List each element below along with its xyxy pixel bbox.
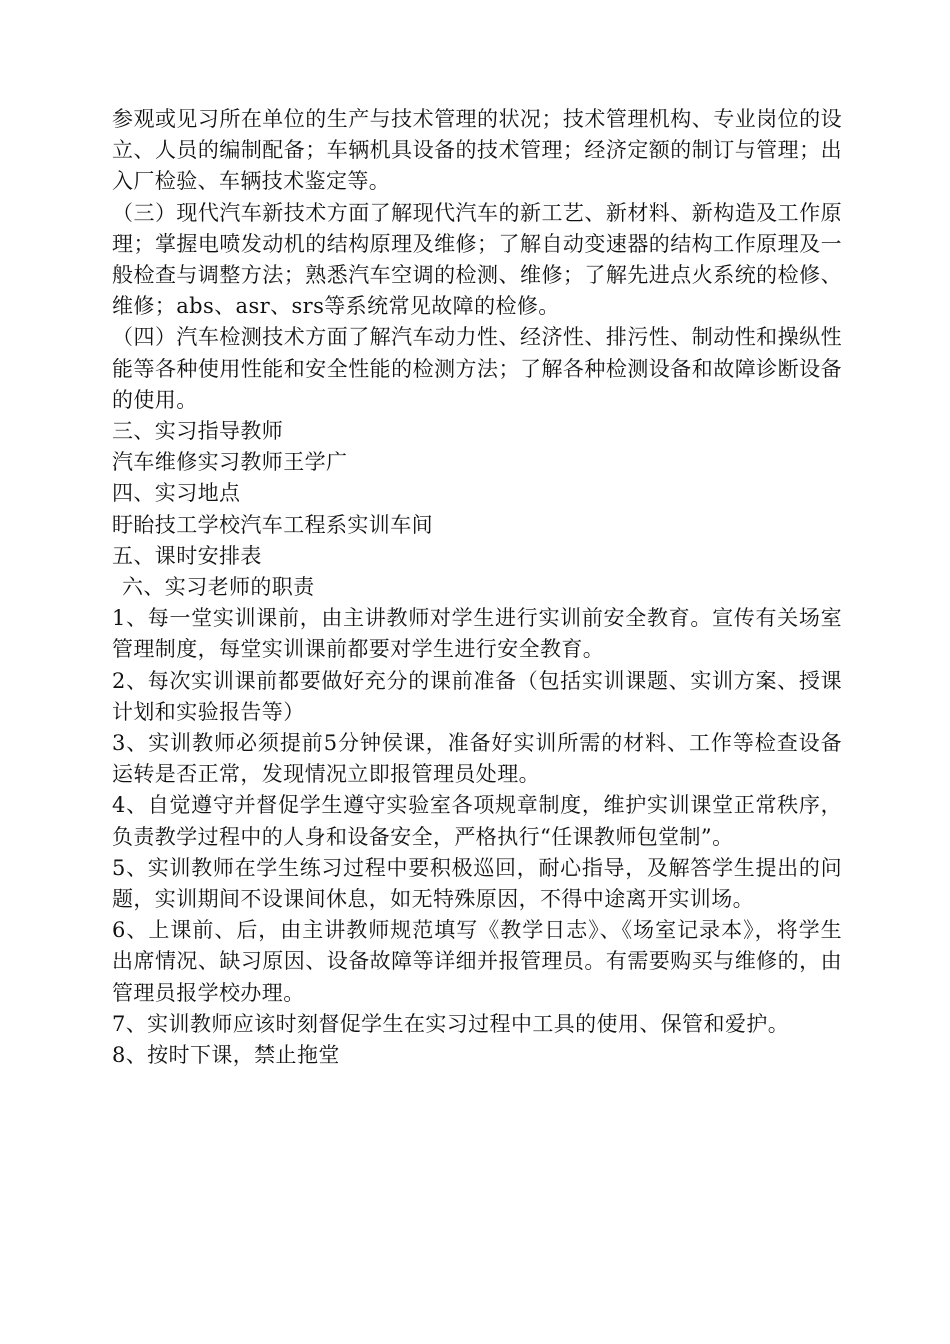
duty-item-7: 7、实训教师应该时刻督促学生在实习过程中工具的使用、保管和爱护。 — [112, 1011, 790, 1036]
paragraph-inspection-technology: （四）汽车检测技术方面了解汽车动力性、经济性、排污性、制动性和操纵性能等各种使用性能和安全性能的检测方法；了解各种检测设备和故障诊断设备的使用。 — [112, 325, 842, 412]
duty-item-2: 2、每次实训课前都要做好充分的课前准备（包括实训课题、实训方案、授课计划和实验报告等） — [112, 668, 842, 724]
heading-teacher-duties: 六、实习老师的职责 — [122, 575, 315, 600]
duty-item-4: 4、自觉遵守并督促学生遵守实验室各项规章制度，维护实训课堂正常秩序，负责教学过程中的人身和设备安全，严格执行“任课教师包堂制”。 — [112, 793, 842, 849]
document-page — [112, 104, 842, 1071]
paragraph-management-status: 参观或见习所在单位的生产与技术管理的状况；技术管理机构、专业岗位的设立、人员的编制配备；车辆机具设备的技术管理；经济定额的制订与管理；出入厂检验、车辆技术鉴定等。 — [112, 107, 842, 194]
duty-item-8: 8、按时下课，禁止拖堂 — [112, 1043, 340, 1068]
duty-item-5: 5、实训教师在学生练习过程中要积极巡回，耐心指导，及解答学生提出的问题，实训期间不设课间休息，如无特殊原因，不得中途离开实训场。 — [112, 855, 842, 912]
duty-item-6: 6、上课前、后，由主讲教师规范填写《教学日志》、《场室记录本》，将学生出席情况、缺习原因、设备故障等详细并报管理员。有需要购买与维修的，由管理员报学校办理。 — [112, 918, 842, 1005]
duty-item-3: 3、实训教师必须提前5分钟侯课，准备好实训所需的材料、工作等检查设备运转是否正常，发现情况立即报管理员处理。 — [112, 731, 842, 787]
heading-instructor: 三、实习指导教师 — [112, 419, 284, 444]
heading-schedule: 五、课时安排表 — [112, 543, 262, 568]
duty-item-1: 1、每一堂实训课前，由主讲教师对学生进行实训前安全教育。宣传有关场室管理制度，每堂实训课前都要对学生进行安全教育。 — [112, 606, 842, 662]
heading-location: 四、实习地点 — [112, 481, 241, 506]
paragraph-new-technology: （三）现代汽车新技术方面了解现代汽车的新工艺、新材料、新构造及工作原理；掌握电喷发动机的结构原理及维修；了解自动变速器的结构工作原理及一般检查与调整方法；熟悉汽车空调的检测、维修；了解先进点火系统的检修、维修；abs、asr、srs等系统常见故障的检修。 — [112, 200, 842, 319]
location-text: 盱眙技工学校汽车工程系实训车间 — [112, 512, 433, 537]
instructor-name: 汽车维修实习教师王学广 — [112, 450, 348, 475]
